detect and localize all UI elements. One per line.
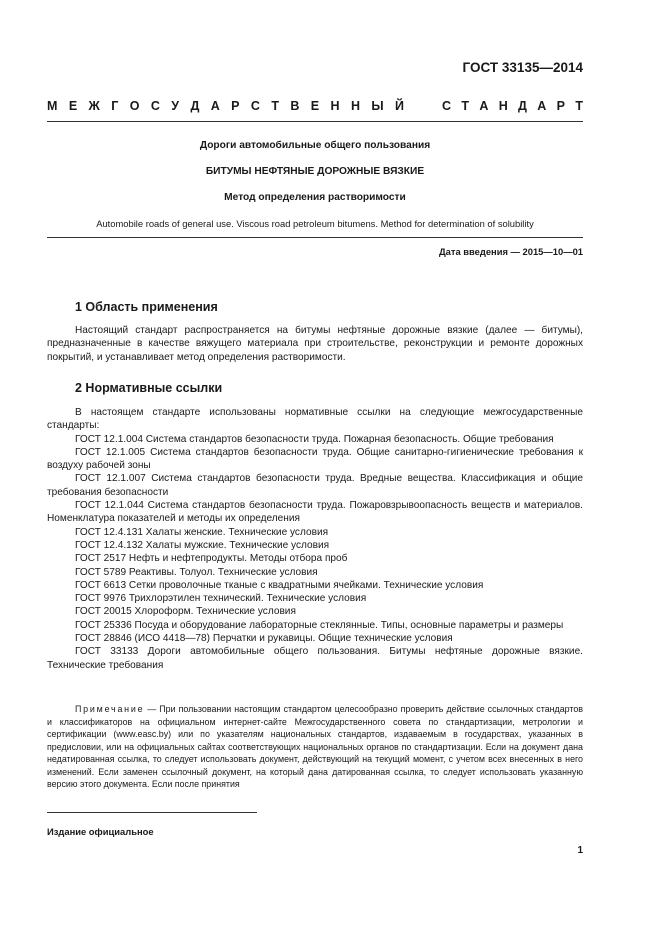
section-1-paragraph: Настоящий стандарт распространяется на битумы нефтяные дорожные вязкие (далее — битумы), предназначенные в качестве вяжущего материала при строительстве, реконструкции и ремонте дорожных покрытий, и устанавливает метод определения растворимости. xyxy=(47,325,583,363)
reference-item: ГОСТ 5789 Реактивы. Толуол. Технические условия xyxy=(75,566,318,578)
method-title: Метод определения растворимости xyxy=(224,192,406,203)
banner-letter-2: Д xyxy=(518,99,527,113)
banner-letter-2: Т xyxy=(575,99,583,113)
reference-item: ГОСТ 28846 (ИСО 4418—78) Перчатки и рукавицы. Общие технические условия xyxy=(75,633,453,645)
reference-item: ГОСТ 25336 Посуда и оборудование лабораторные стеклянные. Типы, основные параметры и размеры xyxy=(75,619,564,631)
banner-letter-1: С xyxy=(250,99,260,113)
reference-item: ГОСТ 33133 Дороги автомобильные общего пользования. Битумы нефтяные дорожные вязкие. Технические требования xyxy=(47,646,583,671)
reference-item: ГОСТ 12.1.044 Система стандартов безопасности труда. Пожаровзрывоопасность веществ и материалов. Номенклатура показателей и методы их определения xyxy=(47,500,583,525)
note-paragraph xyxy=(47,703,583,791)
footer-rule xyxy=(47,812,257,813)
banner-letter-1: Ы xyxy=(371,99,384,113)
group-title: Дороги автомобильные общего пользования xyxy=(199,140,431,151)
section-2-intro: В настоящем стандарте использованы нормативные ссылки на следующие межгосударственные стандарты: xyxy=(47,407,583,432)
banner-letter-1: Г xyxy=(111,99,119,113)
official-edition-label: Издание официальное xyxy=(47,826,154,837)
page-number: 1 xyxy=(577,845,583,856)
banner-letter-2: А xyxy=(479,99,489,113)
standard-number: ГОСТ 33135—2014 xyxy=(462,60,583,75)
section-1-body xyxy=(47,324,583,364)
banner-letter-1: Й xyxy=(395,99,404,113)
banner-letter-1: Р xyxy=(231,99,240,113)
reference-item: ГОСТ 9976 Трихлорэтилен технический. Технические условия xyxy=(75,593,367,605)
banner-letter-1: Ж xyxy=(88,99,100,113)
banner-letter-1: У xyxy=(171,99,180,113)
banner-letter-1: О xyxy=(129,99,140,113)
reference-item: ГОСТ 12.4.132 Халаты мужские. Технические условия xyxy=(75,539,330,551)
reference-item: ГОСТ 12.4.131 Халаты женские. Технические условия xyxy=(75,526,329,538)
banner-word-interstate xyxy=(47,99,404,113)
section-2-heading: 2 Нормативные ссылки xyxy=(75,381,223,395)
banner-letter-1: Н xyxy=(330,99,340,113)
top-rule xyxy=(47,121,583,122)
banner-letter-2: Р xyxy=(556,99,565,113)
banner-letter-2: А xyxy=(537,99,547,113)
banner-letter-1: Е xyxy=(68,99,78,113)
banner-letter-2: Н xyxy=(498,99,508,113)
banner-letter-1: С xyxy=(150,99,160,113)
banner-letter-1: Д xyxy=(190,99,200,113)
title-rule xyxy=(47,237,583,238)
reference-item: ГОСТ 2517 Нефть и нефтепродукты. Методы отбора проб xyxy=(75,553,348,565)
banner-letter-1: Н xyxy=(350,99,360,113)
banner-letter-1: М xyxy=(47,99,58,113)
section-2-body xyxy=(47,406,583,672)
section-1-heading: 1 Область применения xyxy=(75,300,218,314)
introduction-date: Дата введения — 2015—10—01 xyxy=(438,246,583,257)
reference-item: ГОСТ 12.1.007 Система стандартов безопасности труда. Вредные вещества. Классификация и общие требования безопасности xyxy=(47,473,583,498)
banner-letter-1: Е xyxy=(310,99,320,113)
banner-word-standard xyxy=(442,99,583,113)
interstate-standard-banner xyxy=(47,99,583,113)
note-label: Примечание xyxy=(75,704,145,714)
reference-item: ГОСТ 6613 Сетки проволочные тканые с квадратными ячейками. Технические условия xyxy=(75,579,484,591)
banner-letter-1: А xyxy=(210,99,220,113)
reference-item: ГОСТ 12.1.005 Система стандартов безопасности труда. Общие санитарно-гигиенические требования к воздуху рабочей зоны xyxy=(47,446,583,472)
reference-list xyxy=(47,433,583,672)
reference-item: ГОСТ 20015 Хлороформ. Технические условия xyxy=(75,606,296,618)
banner-letter-2: Т xyxy=(461,99,469,113)
banner-letter-2: С xyxy=(442,99,452,113)
banner-letter-1: Т xyxy=(271,99,279,113)
note-text: — При пользовании настоящим стандартом целесообразно проверить действие ссылочных стандартов и классификаторов на официальном интернет-сайте Межгосударственного совета по стандартизации, метрологии и сертификации (www.easc.by) или по указателям национальных стандартов, издаваемым в государствах, указанных в предисловии, или на официальных сайтах соответствующих национальных органов по стандартизации. Если на документ дана недатированная ссылка, то следует использовать документ, действующий на текущий момент, с учетом всех внесенных в него изменений. Если заменен ссылочный документ, на который дана датированная ссылка, то следует использовать указанную версию этого документа. Если после принятия xyxy=(47,704,583,789)
english-title: Automobile roads of general use. Viscous road petroleum bitumens. Method for determination of solubility xyxy=(96,218,534,229)
main-title: БИТУМЫ НЕФТЯНЫЕ ДОРОЖНЫЕ ВЯЗКИЕ xyxy=(205,166,425,177)
reference-item: ГОСТ 12.1.004 Система стандартов безопасности труда. Пожарная безопасность. Общие требования xyxy=(75,433,554,445)
banner-letter-1: В xyxy=(290,99,300,113)
